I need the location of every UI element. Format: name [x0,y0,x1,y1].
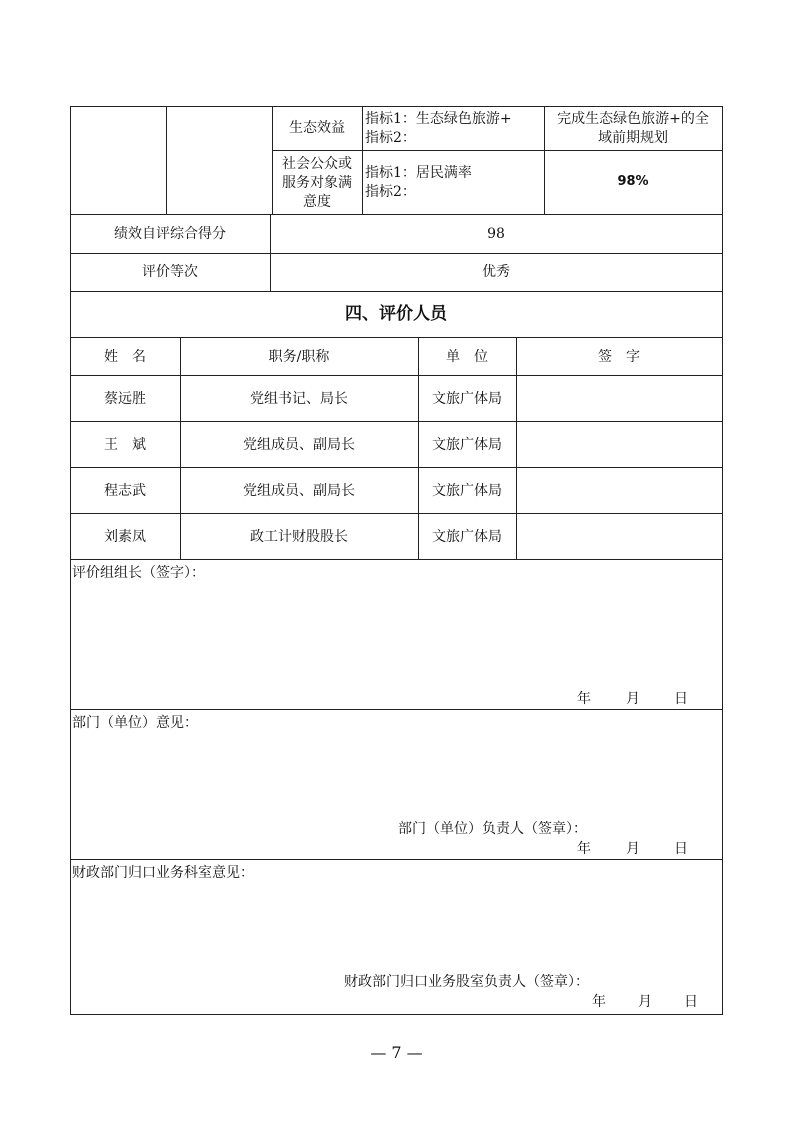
evaluator-name: 王 斌 [104,437,146,453]
dept-opinion-label: 部门（单位）意见： [72,715,198,731]
header-name: 姓 名 [104,349,146,365]
finance-date-day: 日 [684,994,698,1010]
dept-date-year: 年 [577,841,591,857]
evaluator-name: 程志武 [104,483,146,499]
row-divider-evaluator-2 [70,421,723,422]
evaluator-unit: 文旅广体局 [432,483,502,499]
satisfaction-value: 98% [617,174,649,189]
evaluator-position: 党组书记、局长 [250,391,348,407]
dept-date-month: 月 [626,841,640,857]
evaluator-name: 刘素凤 [104,529,146,545]
leader-date-day: 日 [674,691,688,707]
row-divider-evaluator-1 [70,375,723,376]
table-bottom-border [70,1014,723,1015]
score-label: 绩效自评综合得分 [114,226,226,242]
header-unit: 单 位 [446,349,488,365]
leader-date-year: 年 [577,691,591,707]
evaluator-unit: 文旅广体局 [432,529,502,545]
row-divider-grade-top [70,253,723,254]
grade-label: 评价等次 [142,264,198,280]
finance-date-month: 月 [638,994,652,1010]
evaluator-position: 党组成员、副局长 [243,483,355,499]
indicator-category-satisfaction-2: 服务对象满 [282,175,352,191]
indicator-value-line-2: 域前期规划 [598,130,668,146]
col-divider-3 [362,106,363,214]
indicator-1-text: 指标1：居民满率 [365,165,472,181]
evaluator-position: 党组成员、副局长 [243,437,355,453]
header-signature: 签 字 [598,349,640,365]
row-divider-evaluator-3 [70,467,723,468]
col-divider-eval-3 [516,337,517,559]
grade-value: 优秀 [482,264,510,280]
indicator-category-satisfaction-3: 意度 [303,194,331,210]
page-number: — 7 — [370,1043,423,1062]
finance-date-year: 年 [592,994,606,1010]
section-title: 四、评价人员 [345,304,447,324]
leader-date-month: 月 [626,691,640,707]
indicator-2-text: 指标2： [365,130,416,146]
table-top-border [70,106,723,107]
row-divider-score-top [70,214,723,215]
dept-date-day: 日 [674,841,688,857]
header-position: 职务/职称 [268,349,330,365]
leader-signature-label: 评价组组长（签字）： [72,565,205,581]
row-divider-header-top [70,337,723,338]
evaluator-name: 蔡远胜 [104,391,146,407]
finance-opinion-label: 财政部门归口业务科室意见： [72,865,254,881]
indicator-category-satisfaction-1: 社会公众或 [282,156,352,172]
row-divider-dept-top [70,709,723,710]
score-value: 98 [487,226,505,242]
evaluator-unit: 文旅广体局 [432,391,502,407]
table-right-border [722,106,723,1015]
row-divider-leader-top [70,559,723,560]
row-divider-finance-top [70,859,723,860]
row-divider-evaluator-4 [70,513,723,514]
indicator-value-line-1: 完成生态绿色旅游+的全 [557,111,709,127]
indicator-2-text: 指标2： [365,184,416,200]
evaluator-position: 政工计财股股长 [250,529,348,545]
evaluator-unit: 文旅广体局 [432,437,502,453]
indicator-1-text: 指标1：生态绿色旅游+ [365,111,512,127]
finance-signer-label: 财政部门归口业务股室负责人（签章）： [344,974,589,990]
row-divider-section-top [70,291,723,292]
col-divider-1 [166,106,167,214]
dept-signer-label: 部门（单位）负责人（签章）： [398,821,587,837]
indicator-category-ecology: 生态效益 [289,120,345,136]
row-divider-indicators [272,150,723,151]
